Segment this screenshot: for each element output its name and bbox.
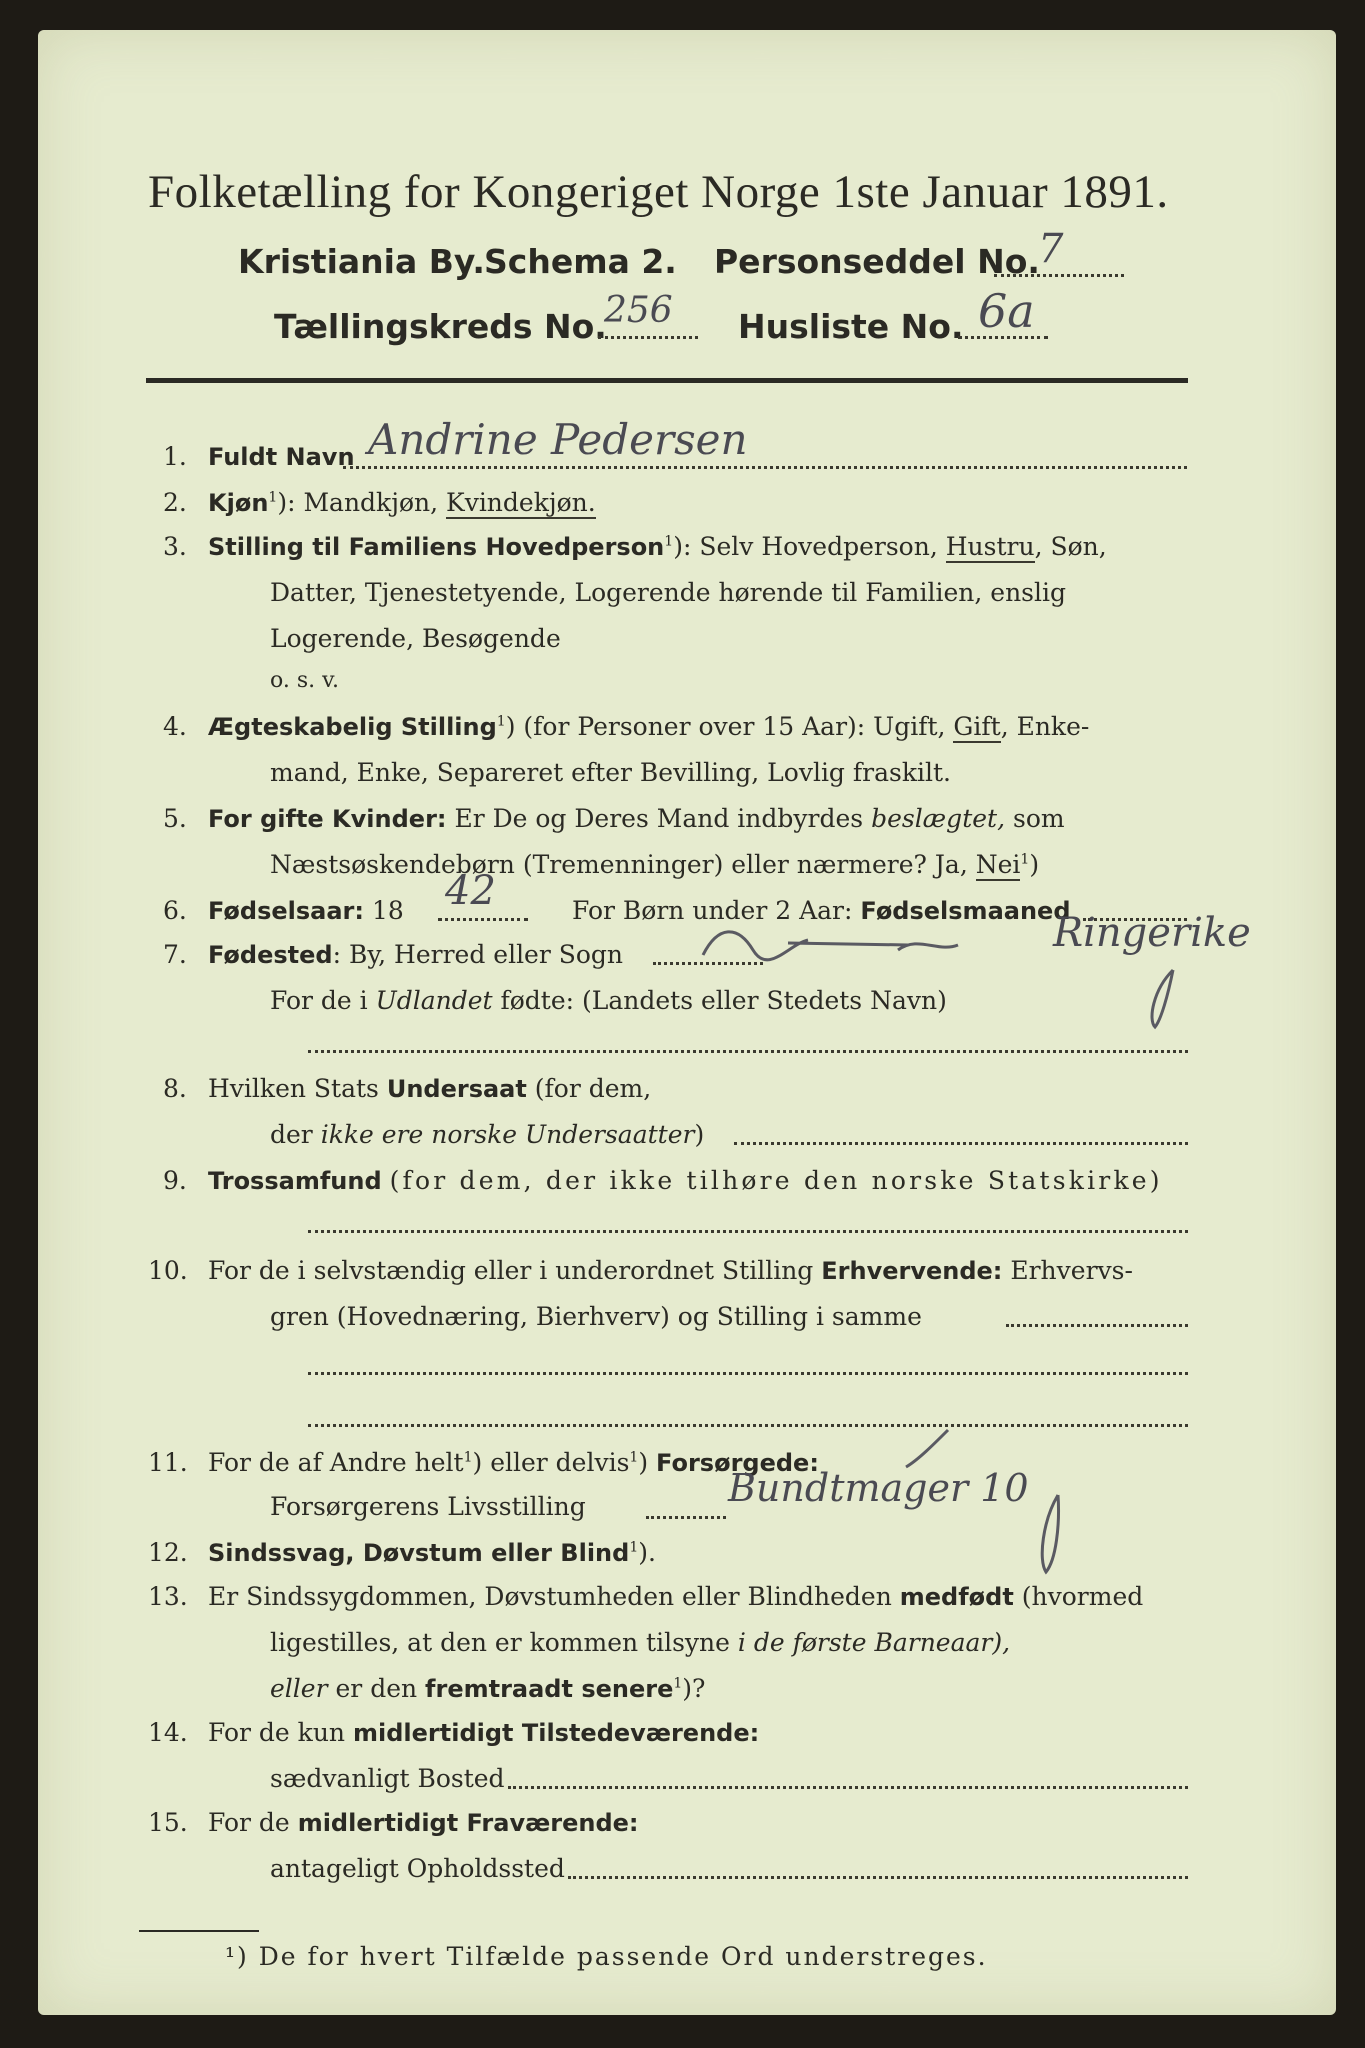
marital-status-selected: Gift: [953, 712, 1001, 741]
temp-present-line: For de kun midlertidigt Tilstedeværende:: [208, 1718, 760, 1747]
family-position-line2: Datter, Tjenestetyende, Logerende hørende til Familien, enslig: [270, 578, 1067, 607]
item-number: 8.: [163, 1074, 187, 1103]
item-number: 12.: [148, 1538, 188, 1567]
supporter-occupation-label: Forsørgerens Livsstilling: [270, 1492, 586, 1521]
supporter-occupation-value: Bundtmager 10: [728, 1466, 1029, 1510]
full-name-label: Fuldt Navn: [208, 443, 355, 471]
pen-mark: [1143, 965, 1183, 1035]
supported-line: For de af Andre helt$^1$) eller delvis$^1$) Forsørgede:: [208, 1448, 819, 1477]
item-number: 4.: [163, 712, 187, 741]
item-number: 2.: [163, 488, 187, 517]
item-number: 6.: [163, 896, 187, 925]
occupation-line: For de i selvstændig eller i underordnet Stilling Erhvervende: Erhvervs-: [208, 1256, 1133, 1285]
full-name-value: Andrine Pedersen: [368, 415, 748, 464]
related-selected: Nei: [975, 850, 1021, 879]
religion-line: Trossamfund (for dem, der ikke tilhøre den norske Statskirke): [208, 1166, 1163, 1195]
congenital-line: Er Sindssygdommen, Døvstumheden eller Blindheden medfødt (hvormed: [208, 1582, 1144, 1611]
birth-year-label-line: Fødselsaar: 18: [208, 896, 404, 925]
marital-status-line2: mand, Enke, Separeret efter Bevilling, Lovlig fraskilt.: [270, 758, 951, 787]
personseddel-label: Personseddel No.: [714, 242, 1040, 281]
temp-absent-line: For de midlertidigt Fraværende:: [208, 1808, 639, 1837]
congenital-line2: ligestilles, at den er kommen tilsyne i de første Barneaar),: [270, 1628, 1011, 1657]
disability-line: Sindssvag, Døvstum eller Blind$^1$).: [208, 1538, 656, 1567]
item-number: 11.: [148, 1448, 188, 1477]
occupation-line2: gren (Hovednæring, Bierhverv) og Stilling i samme: [270, 1302, 922, 1331]
item-number: 7.: [163, 940, 187, 969]
family-position-line3: Logerende, Besøgende: [270, 624, 561, 653]
sex-line: Kjøn$^1$): Mandkjøn, Kvindekjøn.: [208, 488, 596, 517]
husliste-label: Husliste No.: [738, 307, 964, 346]
item-number: 9.: [163, 1166, 187, 1195]
item-number: 5.: [163, 804, 187, 833]
family-position-selected: Hustru: [945, 532, 1035, 561]
married-women-line: For gifte Kvinder: Er De og Deres Mand indbyrdes beslægtet, som: [208, 804, 1065, 833]
item-number: 3.: [163, 532, 187, 561]
sex-selected: Kvindekjøn.: [446, 488, 596, 517]
schema-label: Schema 2.: [484, 242, 677, 281]
family-position-line: Stilling til Familiens Hovedperson$^1$): Selv Hovedperson, Hustru, Søn,: [208, 532, 1107, 561]
item-number: 15.: [148, 1808, 188, 1837]
item-number: 13.: [148, 1582, 188, 1611]
item-number: 14.: [148, 1718, 188, 1747]
pen-mark: [1028, 1490, 1078, 1580]
birth-year-value: 42: [445, 868, 496, 914]
footnote-rule: [139, 1930, 259, 1932]
kreds-label: Tællingskreds No.: [274, 307, 607, 346]
nationality-line: Hvilken Stats Undersaat (for dem,: [208, 1074, 652, 1103]
struck-through-scribble: [698, 915, 1048, 965]
birth-month-line: For Børn under 2 Aar: Fødselsmaaned: [572, 896, 1071, 925]
form-title: Folketælling for Kongeriget Norge 1ste Januar 1891.: [148, 166, 1169, 218]
personseddel-value: 7: [1038, 226, 1064, 272]
city-label: Kristiania By.: [238, 242, 485, 281]
married-women-line2: Næstsøskendebørn (Tremenninger) eller nærmere? Ja, Nei$^1$): [270, 850, 1040, 879]
item-number: 1.: [163, 442, 187, 471]
congenital-line3: eller er den fremtraadt senere$^1$)?: [270, 1674, 706, 1703]
usual-residence-label: sædvanligt Bosted: [270, 1764, 505, 1793]
header-rule: [146, 378, 1188, 383]
birthplace-value: Ringerike: [1053, 910, 1251, 956]
kreds-value: 256: [604, 290, 673, 331]
census-form-sheet: [38, 30, 1336, 2015]
probable-residence-label: antageligt Opholdssted: [270, 1854, 565, 1883]
item-number: 10.: [148, 1256, 188, 1285]
abroad-line: For de i Udlandet fødte: (Landets eller Stedets Navn): [270, 986, 947, 1015]
husliste-value: 6a: [978, 284, 1035, 338]
nationality-line2: der ikke ere norske Undersaatter): [270, 1120, 705, 1149]
birthplace-line: Fødested: By, Herred eller Sogn: [208, 940, 624, 969]
footnote: ¹) De for hvert Tilfælde passende Ord understreges.: [225, 1942, 988, 1971]
marital-status-line: Ægteskabelig Stilling$^1$) (for Personer over 15 Aar): Ugift, Gift, Enke-: [208, 712, 1090, 741]
family-position-line4: o. s. v.: [270, 668, 339, 693]
